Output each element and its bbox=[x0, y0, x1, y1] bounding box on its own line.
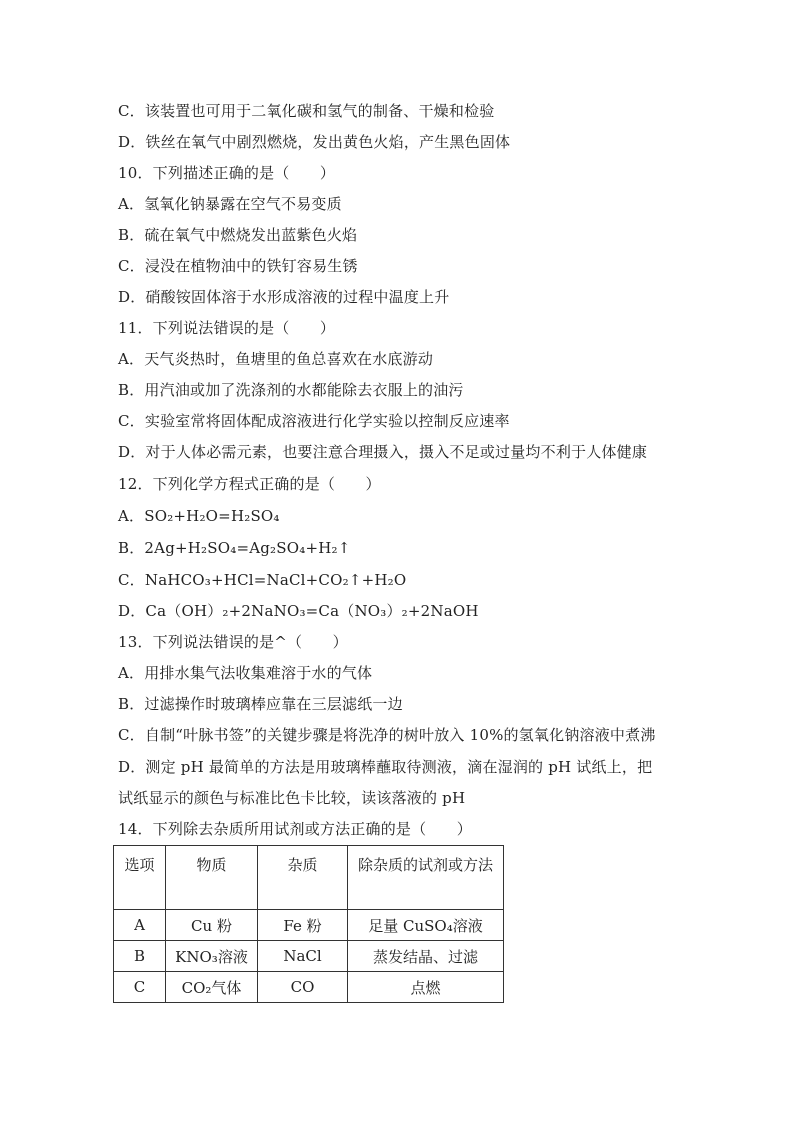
table-row bbox=[114, 972, 504, 1003]
q11-option-d: D．对于人体必需元素，也要注意合理摄入，摄入不足或过量均不利于人体健康 bbox=[118, 443, 648, 461]
q11-option-b: B．用汽油或加了洗涤剂的水都能除去衣服上的油污 bbox=[118, 381, 464, 399]
cell-impurity: Fe 粉 bbox=[258, 910, 348, 941]
q10-option-b: B．硫在氧气中燃烧发出蓝紫色火焰 bbox=[118, 226, 358, 244]
cell-option: A bbox=[114, 910, 166, 941]
impurity-table bbox=[113, 845, 504, 1003]
cell-impurity: NaCl bbox=[258, 941, 348, 972]
q10-option-d: D．硝酸铵固体溶于水形成溶液的过程中温度上升 bbox=[118, 288, 450, 306]
q10-stem: 10．下列描述正确的是（ ） bbox=[118, 164, 336, 182]
header-impurity: 杂质 bbox=[258, 846, 348, 910]
q13-option-d: D．测定 pH 最简单的方法是用玻璃棒蘸取待测液，滴在湿润的 pH 试纸上，把 bbox=[118, 758, 653, 776]
q11-stem: 11．下列说法错误的是（ ） bbox=[118, 319, 336, 337]
cell-method: 点燃 bbox=[348, 972, 504, 1003]
q13-option-a: A．用排水集气法收集难溶于水的气体 bbox=[118, 664, 373, 682]
q13-option-c: C．自制“叶脉书签”的关键步骤是将洗净的树叶放入 10%的氢氧化钠溶液中煮沸 bbox=[118, 726, 656, 744]
q12-option-a: A．SO₂+H₂O=H₂SO₄ bbox=[118, 507, 280, 525]
table-row bbox=[114, 910, 504, 941]
cell-method: 蒸发结晶、过滤 bbox=[348, 941, 504, 972]
q12-option-d: D．Ca（OH）₂+2NaNO₃=Ca（NO₃）₂+2NaOH bbox=[118, 602, 479, 620]
q10-option-a: A．氢氧化钠暴露在空气不易变质 bbox=[118, 195, 342, 213]
q9-option-d: D．铁丝在氧气中剧烈燃烧，发出黄色火焰，产生黑色固体 bbox=[118, 133, 511, 151]
q9-option-c: C．该装置也可用于二氧化碳和氢气的制备、干燥和检验 bbox=[118, 102, 495, 120]
cell-substance: CO₂气体 bbox=[166, 972, 258, 1003]
header-method: 除杂质的试剂或方法 bbox=[348, 846, 504, 910]
table-row bbox=[114, 941, 504, 972]
header-substance: 物质 bbox=[166, 846, 258, 910]
header-option: 选项 bbox=[114, 846, 166, 910]
cell-substance: Cu 粉 bbox=[166, 910, 258, 941]
q13-stem: 13．下列说法错误的是^（ ） bbox=[118, 633, 348, 651]
table-header-row bbox=[114, 846, 504, 910]
cell-option: C bbox=[114, 972, 166, 1003]
q13-option-d-cont: 试纸显示的颜色与标准比色卡比较，读该落液的 pH bbox=[118, 789, 466, 807]
cell-impurity: CO bbox=[258, 972, 348, 1003]
q12-option-c: C．NaHCO₃+HCl=NaCl+CO₂↑+H₂O bbox=[118, 571, 407, 589]
q14-stem: 14．下列除去杂质所用试剂或方法正确的是（ ） bbox=[118, 820, 472, 838]
q11-option-a: A．天气炎热时，鱼塘里的鱼总喜欢在水底游动 bbox=[118, 350, 434, 368]
cell-substance: KNO₃溶液 bbox=[166, 941, 258, 972]
q12-option-b: B．2Ag+H₂SO₄=Ag₂SO₄+H₂↑ bbox=[118, 539, 351, 557]
cell-method: 足量 CuSO₄溶液 bbox=[348, 910, 504, 941]
q13-option-b: B．过滤操作时玻璃棒应靠在三层滤纸一边 bbox=[118, 695, 403, 713]
q12-stem: 12．下列化学方程式正确的是（ ） bbox=[118, 475, 381, 493]
cell-option: B bbox=[114, 941, 166, 972]
q11-option-c: C．实验室常将固体配成溶液进行化学实验以控制反应速率 bbox=[118, 412, 510, 430]
q10-option-c: C．浸没在植物油中的铁钉容易生锈 bbox=[118, 257, 358, 275]
